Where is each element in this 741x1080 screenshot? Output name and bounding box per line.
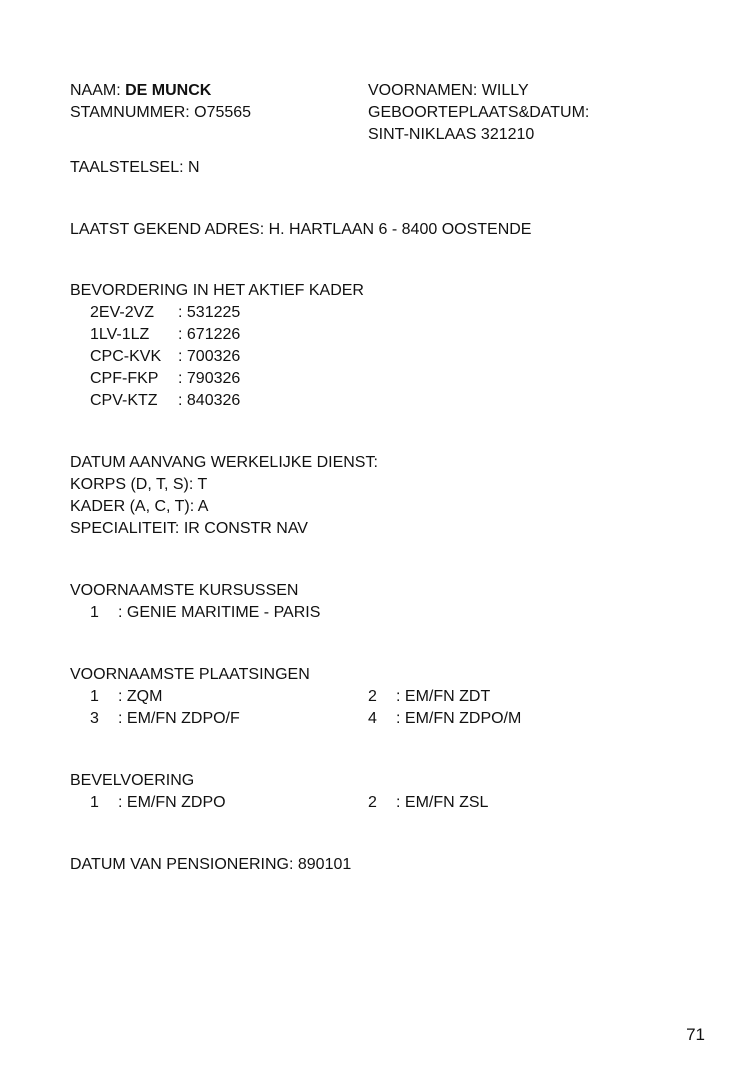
rank-code: 1LV-1LZ <box>90 326 150 343</box>
naam-value: DE MUNCK <box>125 82 212 99</box>
rank-date: : 700326 <box>178 348 241 365</box>
dienst-section <box>70 452 710 540</box>
item-number: 2 <box>368 794 377 811</box>
plaatsingen-section <box>70 664 710 730</box>
rank-date: : 790326 <box>178 370 241 387</box>
bevordering-section <box>70 280 710 412</box>
page-number: 71 <box>686 1025 705 1044</box>
item-text: : ZQM <box>118 688 163 705</box>
plaatsing-item <box>70 708 368 730</box>
rank-date: : 671226 <box>178 326 241 343</box>
identity-block <box>70 80 710 146</box>
rank-code: CPC-KVK <box>90 348 162 365</box>
bevordering-item <box>70 390 710 412</box>
rank-code: 2EV-2VZ <box>90 304 155 321</box>
item-text: : EM/FN ZDPO <box>118 794 226 811</box>
bevelvoering-item <box>70 792 368 814</box>
item-number: 1 <box>90 604 99 621</box>
bevordering-item <box>70 302 710 324</box>
bevordering-title: BEVORDERING IN HET AKTIEF KADER <box>70 282 364 299</box>
naam-label: NAAM: <box>70 82 121 99</box>
identity-right <box>368 80 668 146</box>
bevelvoering-item <box>368 792 668 814</box>
item-number: 2 <box>368 688 377 705</box>
kursussen-section <box>70 580 710 624</box>
item-number: 4 <box>368 710 377 727</box>
korps: KORPS (D, T, S): T <box>70 476 208 493</box>
naam-line <box>70 80 368 102</box>
rank-code: CPF-FKP <box>90 370 159 387</box>
item-text: : EM/FN ZDT <box>396 688 491 705</box>
bevordering-item <box>70 324 710 346</box>
rank-date: : 840326 <box>178 392 241 409</box>
plaatsingen-row <box>70 686 710 708</box>
kursus-item <box>70 602 710 624</box>
plaatsing-item <box>368 686 668 708</box>
item-number: 3 <box>90 710 99 727</box>
item-text: : EM/FN ZSL <box>396 794 489 811</box>
stamnummer: STAMNUMMER: O75565 <box>70 104 252 121</box>
plaatsing-item <box>70 686 368 708</box>
rank-code: CPV-KTZ <box>90 392 158 409</box>
dienst-datum: DATUM AANVANG WERKELIJKE DIENST: <box>70 454 378 471</box>
taalstelsel: TAALSTELSEL: N <box>70 159 200 176</box>
bevelvoering-section <box>70 770 710 814</box>
rank-date: : 531225 <box>178 304 241 321</box>
specialiteit: SPECIALITEIT: IR CONSTR NAV <box>70 520 308 537</box>
identity-left <box>70 80 368 146</box>
kursussen-title: VOORNAAMSTE KURSUSSEN <box>70 582 299 599</box>
bevelvoering-row <box>70 792 710 814</box>
plaatsingen-title: VOORNAAMSTE PLAATSINGEN <box>70 666 310 683</box>
plaatsing-item <box>368 708 668 730</box>
kader: KADER (A, C, T): A <box>70 498 209 515</box>
item-number: 1 <box>90 794 99 811</box>
item-text: : EM/FN ZDPO/M <box>396 710 522 727</box>
personnel-record <box>70 80 710 876</box>
bevordering-item <box>70 368 710 390</box>
geboorte-label: GEBOORTEPLAATS&DATUM: <box>368 104 590 121</box>
pensionering: DATUM VAN PENSIONERING: 890101 <box>70 856 352 873</box>
bevordering-item <box>70 346 710 368</box>
item-text: : GENIE MARITIME - PARIS <box>118 604 321 621</box>
geboorte-value: SINT-NIKLAAS 321210 <box>368 126 535 143</box>
plaatsingen-row <box>70 708 710 730</box>
item-number: 1 <box>90 688 99 705</box>
bevelvoering-title: BEVELVOERING <box>70 772 195 789</box>
voornamen: VOORNAMEN: WILLY <box>368 82 529 99</box>
item-text: : EM/FN ZDPO/F <box>118 710 240 727</box>
adres: LAATST GEKEND ADRES: H. HARTLAAN 6 - 8400 OOSTENDE <box>70 221 532 238</box>
